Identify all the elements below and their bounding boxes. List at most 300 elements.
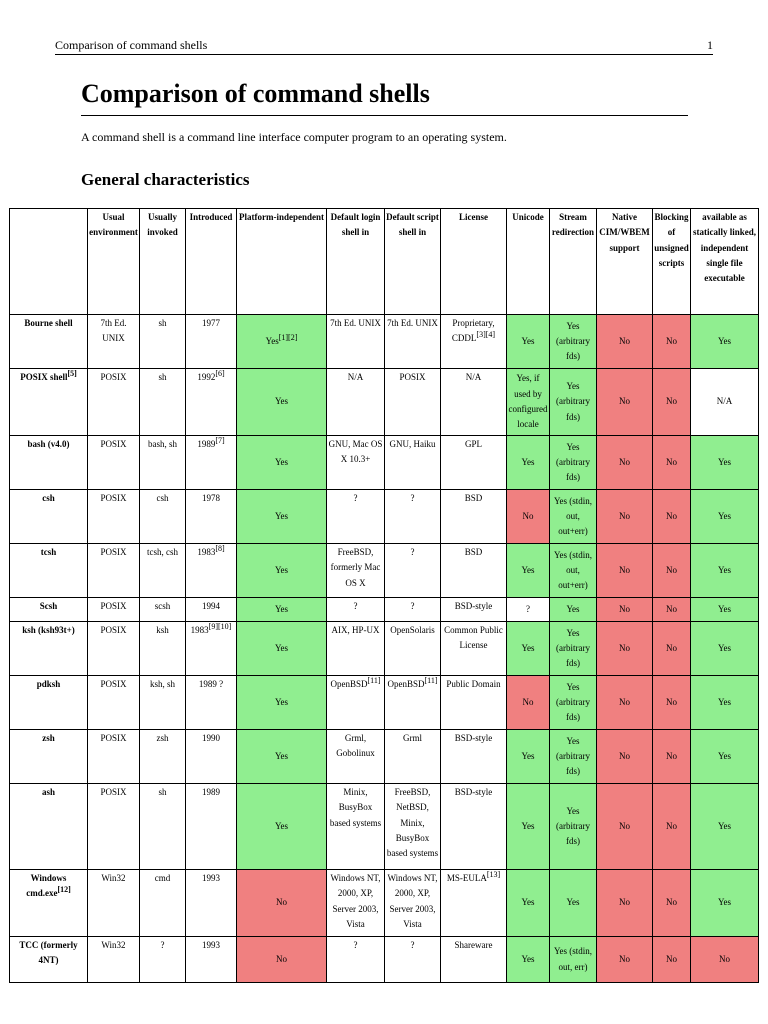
page-title: Comparison of command shells xyxy=(81,78,688,116)
table-row xyxy=(10,490,759,544)
table-row xyxy=(10,436,759,490)
stream-redirection xyxy=(550,436,597,490)
stream-redirection xyxy=(550,369,597,436)
shell-name-text: pdksh xyxy=(36,679,61,689)
introduced-text: 1990 xyxy=(202,733,220,743)
static-executable xyxy=(691,544,759,598)
platform-independent-text: Yes xyxy=(274,510,289,521)
invoked xyxy=(140,870,186,937)
static-executable xyxy=(691,369,759,436)
environment-text: POSIX xyxy=(100,601,127,611)
shell-name xyxy=(10,676,88,730)
default-script-shell-text: GNU, Haiku xyxy=(389,439,436,449)
platform-independent-text: No xyxy=(276,897,287,908)
cim-wbem-support xyxy=(597,369,653,436)
shell-name-text: zsh xyxy=(42,733,55,743)
citation-ref: [1][2] xyxy=(278,332,298,342)
license-text: BSD xyxy=(464,493,483,503)
unicode-text: Yes xyxy=(521,335,535,346)
environment-text: POSIX xyxy=(100,787,127,797)
static-executable-text: N/A xyxy=(716,396,733,407)
license xyxy=(441,870,507,937)
stream-redirection-text: Yes xyxy=(566,897,580,908)
default-script-shell xyxy=(385,937,441,983)
introduced-text: 1978 xyxy=(202,493,220,503)
introduced xyxy=(186,676,237,730)
platform-independent xyxy=(237,730,327,784)
license-text: Public Domain xyxy=(446,679,501,689)
blocking-unsigned xyxy=(653,730,691,784)
default-login-shell-text: 7th Ed. UNIX xyxy=(330,318,381,328)
license-text: BSD-style xyxy=(454,733,493,743)
column-header: Default login shell in xyxy=(327,209,385,315)
shell-name-text: ash xyxy=(41,787,55,797)
license xyxy=(441,730,507,784)
invoked-text: scsh xyxy=(154,601,171,611)
license xyxy=(441,676,507,730)
blocking-unsigned-text: No xyxy=(666,510,677,521)
static-executable-text: Yes xyxy=(717,510,732,521)
blocking-unsigned-text: No xyxy=(666,820,677,831)
invoked xyxy=(140,676,186,730)
platform-independent-text: Yes xyxy=(274,396,289,407)
default-script-shell-text: ? xyxy=(410,493,415,503)
environment-text: POSIX xyxy=(100,493,127,503)
default-login-shell-text: FreeBSD, formerly Mac OS X xyxy=(330,547,381,588)
default-login-shell-text: Grml, Gobolinux xyxy=(336,733,375,759)
table-row xyxy=(10,598,759,622)
default-script-shell xyxy=(385,369,441,436)
unicode xyxy=(507,937,550,983)
platform-independent xyxy=(237,436,327,490)
unicode-text: Yes xyxy=(521,820,535,831)
default-login-shell xyxy=(327,436,385,490)
citation-ref: [5] xyxy=(67,369,77,378)
static-executable-text: Yes xyxy=(717,456,732,467)
column-header: License xyxy=(441,209,507,315)
column-header: Platform-independent xyxy=(237,209,327,315)
table-row xyxy=(10,544,759,598)
environment xyxy=(88,490,140,544)
default-login-shell xyxy=(327,622,385,676)
invoked xyxy=(140,784,186,870)
environment xyxy=(88,937,140,983)
invoked-text: ? xyxy=(160,940,165,950)
cim-wbem-support xyxy=(597,784,653,870)
license xyxy=(441,490,507,544)
stream-redirection-text: Yes (stdin, out, err) xyxy=(553,946,593,972)
default-login-shell xyxy=(327,937,385,983)
environment xyxy=(88,676,140,730)
default-login-shell-text: ? xyxy=(353,940,358,950)
cim-wbem-support-text: No xyxy=(619,603,630,614)
column-header: Introduced xyxy=(186,209,237,315)
table-row xyxy=(10,870,759,937)
license-text: BSD xyxy=(464,547,483,557)
default-script-shell xyxy=(385,490,441,544)
introduced-text: 1992 xyxy=(197,372,216,382)
default-login-shell-text: ? xyxy=(353,601,358,611)
unicode-text: Yes xyxy=(521,564,535,575)
column-header: Usual environment xyxy=(88,209,140,315)
stream-redirection-text: Yes (stdin, out, out+err) xyxy=(553,549,593,591)
default-script-shell-text: POSIX xyxy=(399,372,426,382)
unicode xyxy=(507,544,550,598)
blocking-unsigned-text: No xyxy=(666,696,677,707)
static-executable xyxy=(691,436,759,490)
static-executable-text: Yes xyxy=(717,696,732,707)
unicode-text: Yes xyxy=(521,953,535,964)
environment xyxy=(88,544,140,598)
stream-redirection-text: Yes (arbitrary fds) xyxy=(556,441,590,483)
introduced xyxy=(186,870,237,937)
default-login-shell xyxy=(327,490,385,544)
stream-redirection xyxy=(550,315,597,369)
citation-ref: [9][10] xyxy=(208,622,232,631)
introduced xyxy=(186,598,237,622)
invoked xyxy=(140,937,186,983)
introduced-text: 1983 xyxy=(197,547,216,557)
environment-text: POSIX xyxy=(100,625,127,635)
cim-wbem-support-text: No xyxy=(619,696,630,707)
stream-redirection xyxy=(550,490,597,544)
invoked xyxy=(140,598,186,622)
default-script-shell xyxy=(385,622,441,676)
blocking-unsigned-text: No xyxy=(666,564,677,575)
introduced-text: 1993 xyxy=(202,940,220,950)
stream-redirection-text: Yes (arbitrary fds) xyxy=(556,735,590,777)
cim-wbem-support xyxy=(597,622,653,676)
table-row xyxy=(10,622,759,676)
static-executable-text: Yes xyxy=(717,335,732,346)
default-login-shell-text: GNU, Mac OS X 10.3+ xyxy=(328,439,383,465)
cim-wbem-support-text: No xyxy=(619,510,630,521)
shell-name-text: bash (v4.0) xyxy=(27,439,70,449)
default-login-shell xyxy=(327,369,385,436)
unicode-text: ? xyxy=(526,603,530,614)
cim-wbem-support xyxy=(597,937,653,983)
default-script-shell xyxy=(385,870,441,937)
unicode-text: No xyxy=(522,510,534,521)
invoked xyxy=(140,730,186,784)
introduced xyxy=(186,315,237,369)
shell-name-text: Windows cmd.exe xyxy=(26,873,67,899)
default-login-shell-text: N/A xyxy=(347,372,364,382)
license-text: Proprietary, CDDL xyxy=(451,318,495,344)
stream-redirection xyxy=(550,870,597,937)
unicode-text: Yes xyxy=(521,456,535,467)
stream-redirection xyxy=(550,937,597,983)
blocking-unsigned xyxy=(653,544,691,598)
environment xyxy=(88,436,140,490)
default-login-shell xyxy=(327,870,385,937)
invoked-text: cmd xyxy=(154,873,171,883)
citation-ref: [11] xyxy=(424,676,438,685)
license-text: N/A xyxy=(465,372,482,382)
shell-name-text: tcsh xyxy=(40,547,57,557)
license xyxy=(441,937,507,983)
introduced-text: 1993 xyxy=(202,873,220,883)
citation-ref: [6] xyxy=(215,369,225,378)
environment xyxy=(88,369,140,436)
blocking-unsigned xyxy=(653,784,691,870)
cim-wbem-support xyxy=(597,870,653,937)
environment xyxy=(88,730,140,784)
invoked-text: csh xyxy=(156,493,169,503)
table-row xyxy=(10,315,759,369)
default-login-shell-text: Windows NT, 2000, XP, Server 2003, Vista xyxy=(330,873,381,929)
table-row xyxy=(10,784,759,870)
table-row xyxy=(10,730,759,784)
shell-name xyxy=(10,490,88,544)
shell-name xyxy=(10,598,88,622)
cim-wbem-support xyxy=(597,676,653,730)
unicode xyxy=(507,315,550,369)
stream-redirection-text: Yes (arbitrary fds) xyxy=(556,805,590,847)
default-script-shell-text: OpenSolaris xyxy=(390,625,435,635)
introduced xyxy=(186,544,237,598)
static-executable xyxy=(691,870,759,937)
unicode xyxy=(507,436,550,490)
introduced-text: 1994 xyxy=(202,601,220,611)
stream-redirection-text: Yes (arbitrary fds) xyxy=(556,381,590,422)
static-executable xyxy=(691,784,759,870)
unicode xyxy=(507,369,550,436)
platform-independent xyxy=(237,784,327,870)
shell-name xyxy=(10,622,88,676)
introduced xyxy=(186,784,237,870)
introduced xyxy=(186,937,237,983)
default-script-shell xyxy=(385,315,441,369)
platform-independent-text: Yes xyxy=(274,456,289,467)
license xyxy=(441,622,507,676)
environment-text: POSIX xyxy=(100,733,127,743)
platform-independent-text: Yes xyxy=(274,564,289,575)
shell-name xyxy=(10,784,88,870)
environment-text: 7th Ed. UNIX xyxy=(100,318,127,344)
table-row xyxy=(10,369,759,436)
default-login-shell xyxy=(327,784,385,870)
default-login-shell xyxy=(327,544,385,598)
license xyxy=(441,369,507,436)
platform-independent-text: Yes xyxy=(274,750,289,761)
static-executable-text: Yes xyxy=(717,642,732,653)
shell-name xyxy=(10,436,88,490)
platform-independent-text: Yes xyxy=(274,642,289,653)
platform-independent xyxy=(237,315,327,369)
environment-text: Win32 xyxy=(101,873,126,883)
blocking-unsigned-text: No xyxy=(666,750,677,761)
invoked-text: sh xyxy=(158,318,167,328)
blocking-unsigned-text: No xyxy=(666,603,677,614)
invoked xyxy=(140,369,186,436)
default-login-shell xyxy=(327,730,385,784)
cim-wbem-support xyxy=(597,436,653,490)
invoked xyxy=(140,544,186,598)
default-login-shell-text: OpenBSD xyxy=(330,679,368,689)
shell-name-text: ksh (ksh93t+) xyxy=(22,625,75,635)
shell-name xyxy=(10,870,88,937)
license xyxy=(441,544,507,598)
license xyxy=(441,436,507,490)
default-script-shell-text: 7th Ed. UNIX xyxy=(387,318,438,328)
environment xyxy=(88,784,140,870)
introduced xyxy=(186,730,237,784)
license xyxy=(441,598,507,622)
intro-paragraph: A command shell is a command line interface computer program to an operating system. xyxy=(81,130,507,144)
cim-wbem-support xyxy=(597,598,653,622)
unicode xyxy=(507,622,550,676)
platform-independent xyxy=(237,937,327,983)
invoked-text: sh xyxy=(158,787,167,797)
blocking-unsigned xyxy=(653,490,691,544)
unicode xyxy=(507,870,550,937)
platform-independent xyxy=(237,369,327,436)
introduced-text: 1983 xyxy=(190,625,209,635)
default-script-shell-text: Grml xyxy=(403,733,422,743)
default-script-shell-text: Windows NT, 2000, XP, Server 2003, Vista xyxy=(387,873,438,929)
shell-name-text: POSIX shell xyxy=(20,372,68,382)
introduced-text: 1989 xyxy=(202,787,220,797)
invoked-text: zsh xyxy=(156,733,169,743)
unicode-text: No xyxy=(522,696,534,707)
column-header: Default script shell in xyxy=(385,209,441,315)
stream-redirection xyxy=(550,622,597,676)
shell-name xyxy=(10,730,88,784)
cim-wbem-support xyxy=(597,490,653,544)
section-heading: General characteristics xyxy=(81,170,250,189)
platform-independent-text: Yes xyxy=(274,603,289,614)
static-executable-text: No xyxy=(719,953,730,964)
column-header: Native CIM/WBEM support xyxy=(597,209,653,315)
table-row xyxy=(10,676,759,730)
citation-ref: [11] xyxy=(367,676,381,685)
unicode-text: Yes xyxy=(521,750,535,761)
environment xyxy=(88,315,140,369)
static-executable xyxy=(691,598,759,622)
blocking-unsigned xyxy=(653,315,691,369)
blocking-unsigned xyxy=(653,937,691,983)
default-script-shell-text: ? xyxy=(410,547,415,557)
environment xyxy=(88,598,140,622)
platform-independent xyxy=(237,676,327,730)
unicode-text: Yes xyxy=(521,642,535,653)
license xyxy=(441,784,507,870)
invoked xyxy=(140,622,186,676)
static-executable xyxy=(691,490,759,544)
blocking-unsigned xyxy=(653,676,691,730)
column-header: Usually invoked xyxy=(140,209,186,315)
running-title: Comparison of command shells xyxy=(55,38,208,52)
blocking-unsigned xyxy=(653,622,691,676)
blocking-unsigned-text: No xyxy=(666,642,677,653)
default-script-shell xyxy=(385,544,441,598)
column-header: Unicode xyxy=(507,209,550,315)
stream-redirection xyxy=(550,676,597,730)
static-executable xyxy=(691,315,759,369)
static-executable-text: Yes xyxy=(717,564,732,575)
shell-name-text: TCC (formerly 4NT) xyxy=(19,940,78,966)
cim-wbem-support xyxy=(597,544,653,598)
static-executable xyxy=(691,676,759,730)
unicode xyxy=(507,490,550,544)
unicode xyxy=(507,730,550,784)
unicode-text: Yes xyxy=(521,897,535,908)
blocking-unsigned xyxy=(653,870,691,937)
static-executable-text: Yes xyxy=(717,820,732,831)
default-login-shell xyxy=(327,315,385,369)
default-login-shell xyxy=(327,598,385,622)
invoked xyxy=(140,315,186,369)
cim-wbem-support-text: No xyxy=(619,456,630,467)
citation-ref: [7] xyxy=(215,436,225,445)
page-number: 1 xyxy=(707,38,713,52)
platform-independent-text: No xyxy=(276,953,287,964)
cim-wbem-support-text: No xyxy=(619,642,630,653)
shell-name-text: Bourne shell xyxy=(24,318,73,328)
default-login-shell-text: Minix, BusyBox based systems xyxy=(329,787,382,828)
invoked-text: sh xyxy=(158,372,167,382)
default-script-shell xyxy=(385,784,441,870)
stream-redirection xyxy=(550,730,597,784)
cim-wbem-support-text: No xyxy=(619,750,630,761)
default-script-shell xyxy=(385,676,441,730)
blocking-unsigned xyxy=(653,369,691,436)
default-script-shell xyxy=(385,436,441,490)
table-row xyxy=(10,937,759,983)
platform-independent xyxy=(237,598,327,622)
platform-independent xyxy=(237,622,327,676)
default-login-shell-text: ? xyxy=(353,493,358,503)
introduced-text: 1977 xyxy=(202,318,220,328)
unicode xyxy=(507,676,550,730)
invoked-text: tcsh, csh xyxy=(147,547,178,557)
introduced xyxy=(186,369,237,436)
invoked-text: bash, sh xyxy=(148,439,177,449)
unicode xyxy=(507,598,550,622)
shell-name-text: csh xyxy=(42,493,55,503)
introduced xyxy=(186,490,237,544)
cim-wbem-support xyxy=(597,315,653,369)
citation-ref: [8] xyxy=(215,544,225,553)
license-text: Common Public License xyxy=(444,625,503,651)
default-script-shell xyxy=(385,730,441,784)
cim-wbem-support-text: No xyxy=(619,396,630,407)
stream-redirection xyxy=(550,598,597,622)
citation-ref: [13] xyxy=(486,870,501,879)
shell-name xyxy=(10,315,88,369)
platform-independent xyxy=(237,544,327,598)
static-executable-text: Yes xyxy=(717,750,732,761)
static-executable xyxy=(691,730,759,784)
blocking-unsigned-text: No xyxy=(666,456,677,467)
environment-text: POSIX xyxy=(100,439,127,449)
table-header-row xyxy=(10,209,759,315)
default-login-shell-text: AIX, HP-UX xyxy=(331,625,380,635)
default-script-shell-text: FreeBSD, NetBSD, Minix, BusyBox based systems xyxy=(386,787,439,859)
static-executable xyxy=(691,937,759,983)
license-text: BSD-style xyxy=(454,787,493,797)
environment xyxy=(88,622,140,676)
default-script-shell-text: ? xyxy=(410,601,415,611)
stream-redirection xyxy=(550,784,597,870)
citation-ref: [3][4] xyxy=(476,330,496,340)
column-header: Blocking of unsigned scripts xyxy=(653,209,691,315)
column-header: Stream redirection xyxy=(550,209,597,315)
stream-redirection-text: Yes (stdin, out, out+err) xyxy=(553,495,593,537)
shell-comparison-table xyxy=(9,208,759,983)
environment-text: POSIX xyxy=(100,679,127,689)
